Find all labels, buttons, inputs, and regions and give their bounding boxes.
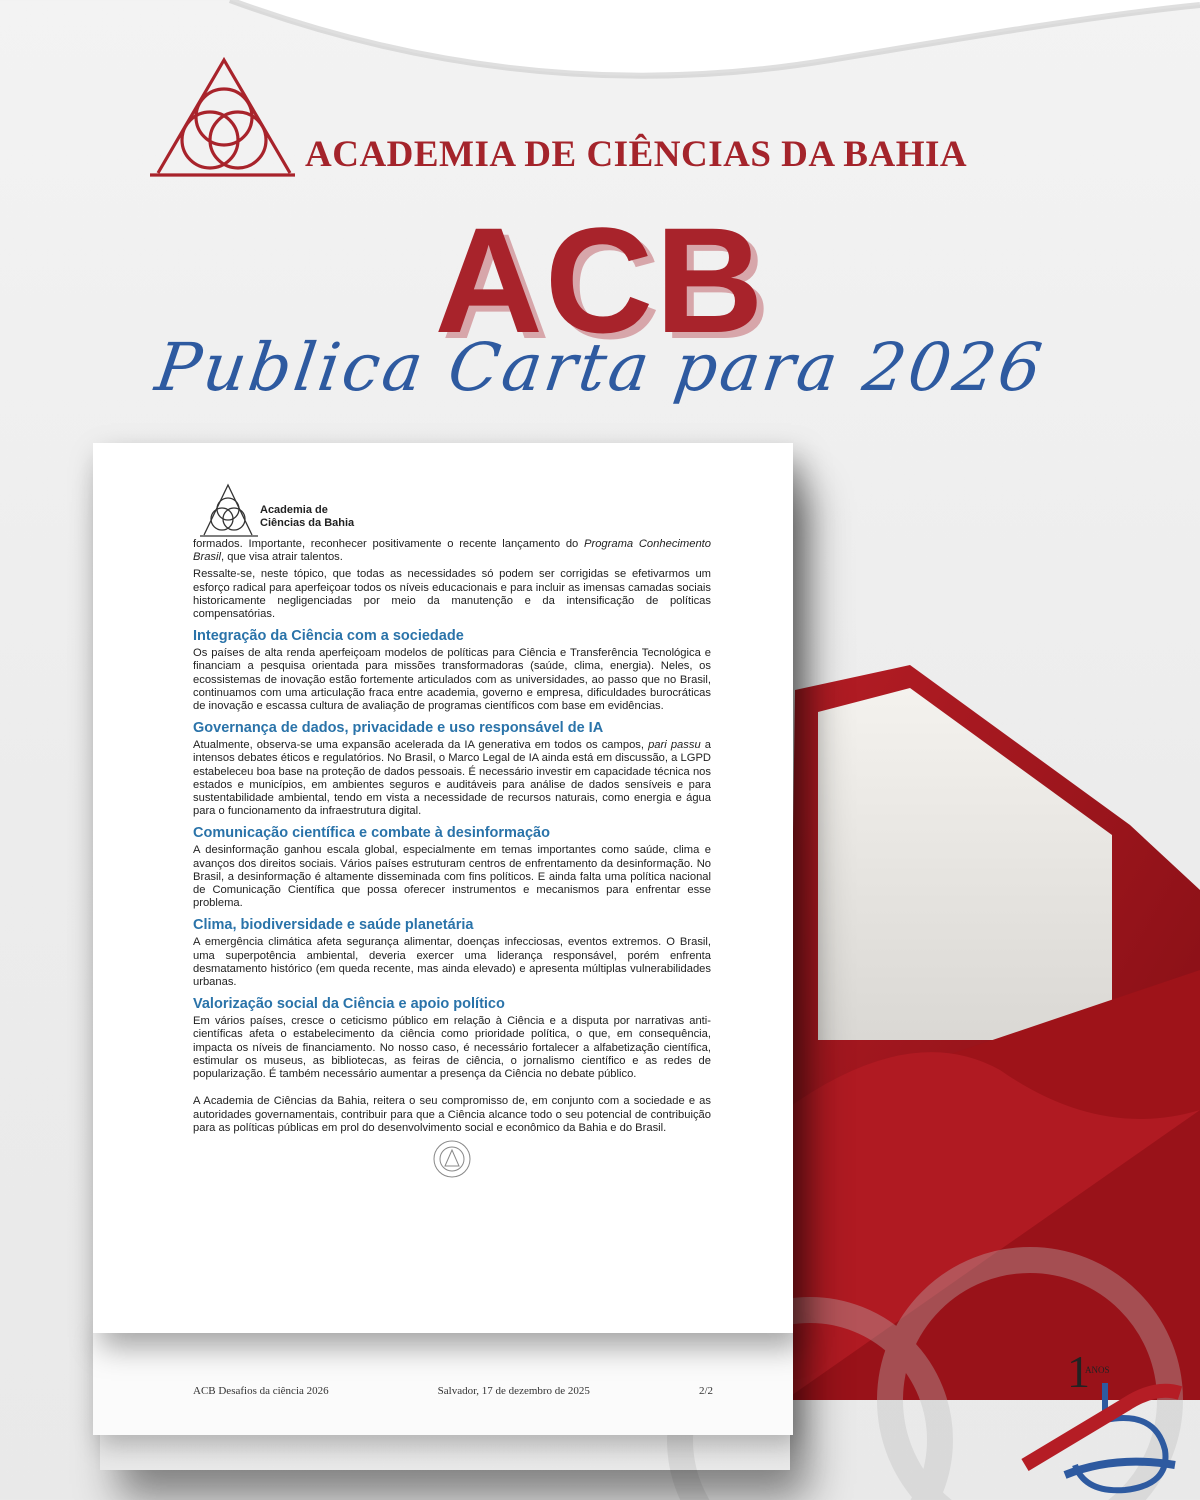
section-heading: Governança de dados, privacidade e uso responsável de IA: [193, 720, 604, 737]
letter-logo-text: [260, 504, 354, 530]
org-name: ACADEMIA DE CIÊNCIAS DA BAHIA: [305, 134, 968, 175]
letter-logo-line1: Academia de: [260, 504, 328, 516]
paragraph: Ressalte-se, neste tópico, que todas as necessidades só podem ser corrigidas se efetivarmos um esforço radical para aperfeiçoar todos os níveis educacionais e para incluir as imensas camadas sociais historicamente negligenciadas por meio da manutenção e da intensificação de políticas compensatórias.: [193, 568, 711, 621]
closing-paragraph: A Academia de Ciências da Bahia, reitera o seu compromisso de, em conjunto com a sociedade e as autoridades governamentais, contribuir para que a Ciência alcance todo o seu potencial de contribuição para as políticas públicas em prol do desenvolvimento social e econômico da Bahia e do Brasil.: [193, 1095, 711, 1134]
anos-label: ANOS: [1085, 1365, 1110, 1375]
section-heading: Integração da Ciência com a sociedade: [193, 628, 464, 645]
letter-footer: [193, 1385, 713, 1397]
paragraph: Atualmente, observa-se uma expansão acelerada da IA generativa em todos os campos, pari passu a intensos debates éticos e regulatórios. No Brasil, o Marco Legal de IA ainda está em discussão, a LGPD estabeleceu boa base na proteção de dados pessoais. É necessário investir em capacidade técnica nos estados e municípios, em ambientes seguros e auditáveis para análise de dados sensíveis e para sustentabilidade ambiental, tendo em vista a necessidade de recursos naturais, como energia e água para o funcionamento da infraestrutura digital.: [193, 739, 711, 818]
intro-paragraph: formados. Importante, reconhecer positivamente o recente lançamento do Programa Conhecimento Brasil, que visa atrair talentos.: [193, 538, 711, 564]
letter-logo-line2: Ciências da Bahia: [260, 517, 355, 529]
paragraph: A emergência climática afeta segurança alimentar, doenças infecciosas, eventos extremos. O Brasil, uma superpotência ambiental, deveria exercer uma liderança responsável, porém enfrenta desmatamento histórico (em queda recente, mas ainda elevado) e apresenta múltiplas vulnerabilidades urbanas.: [193, 936, 711, 989]
footer-page-number: 2/2: [698, 1385, 713, 1397]
letter-page: [93, 443, 793, 1333]
paragraph: Em vários países, cresce o ceticismo público em relação à Ciência e a disputa por narrativas anti-científicas afeta o estabelecimento da ciência como prioridade política, o que, em consequência, impacta os níveis de financiamento. No nosso caso, é necessário fortalecer a alfabetização científica, estimular os museus, as bibliotecas, as feiras de ciência, o jornalismo científico e as redes de popularização. É também necessário aumentar a presença da Ciência no debate público.: [193, 1015, 711, 1081]
hero-subtitle: Publica Carta para 2026: [150, 329, 1050, 406]
footer-doc-title: ACB Desafios da ciência 2026: [193, 1385, 329, 1397]
svg-text:1: 1: [1067, 1346, 1090, 1397]
academy-seal-icon: [432, 1139, 472, 1179]
letter-footer-page: [93, 1325, 793, 1435]
section-heading: Comunicação científica e combate à desinformação: [193, 825, 550, 842]
acb-triple-ring-logo-icon: [150, 55, 295, 185]
anniversary-15-anos-badge: [1005, 1345, 1195, 1495]
section-heading: Valorização social da Ciência e apoio político: [193, 996, 505, 1013]
section-heading: Clima, biodiversidade e saúde planetária: [193, 917, 474, 934]
footer-place-date: Salvador, 17 de dezembro de 2025: [437, 1385, 590, 1397]
hero-title: ACB: [434, 196, 766, 364]
paragraph: Os países de alta renda aperfeiçoam modelos de políticas para Ciência e Transferência Tecnológica e financiam a pesquisa orientada para missões transformadoras (saúde, clima, energia). Neles, os ecossistemas de inovação estão fortemente articulados com as universidades, ao passo que no Brasil, continuamos com uma articulação fraca entre academia, governo e empresa, dificuldades burocráticas de inovação e escassa cultura de avaliação de programas científicos com base em evidências.: [193, 647, 711, 713]
letter-body: [193, 538, 711, 1179]
header: [150, 55, 1030, 185]
paragraph: A desinformação ganhou escala global, especialmente em temas importantes como saúde, clima e avanços dos direitos sociais. Vários países estruturam centros de enfrentamento da desinformação. No Brasil, a desinformação é altamente disseminada com fins políticos. E ainda falta uma política nacional de Comunicação Científica que possa oferecer instrumentos e mecanismos para enfrentar esse problema.: [193, 844, 711, 910]
letter-logo-icon: [198, 483, 260, 537]
